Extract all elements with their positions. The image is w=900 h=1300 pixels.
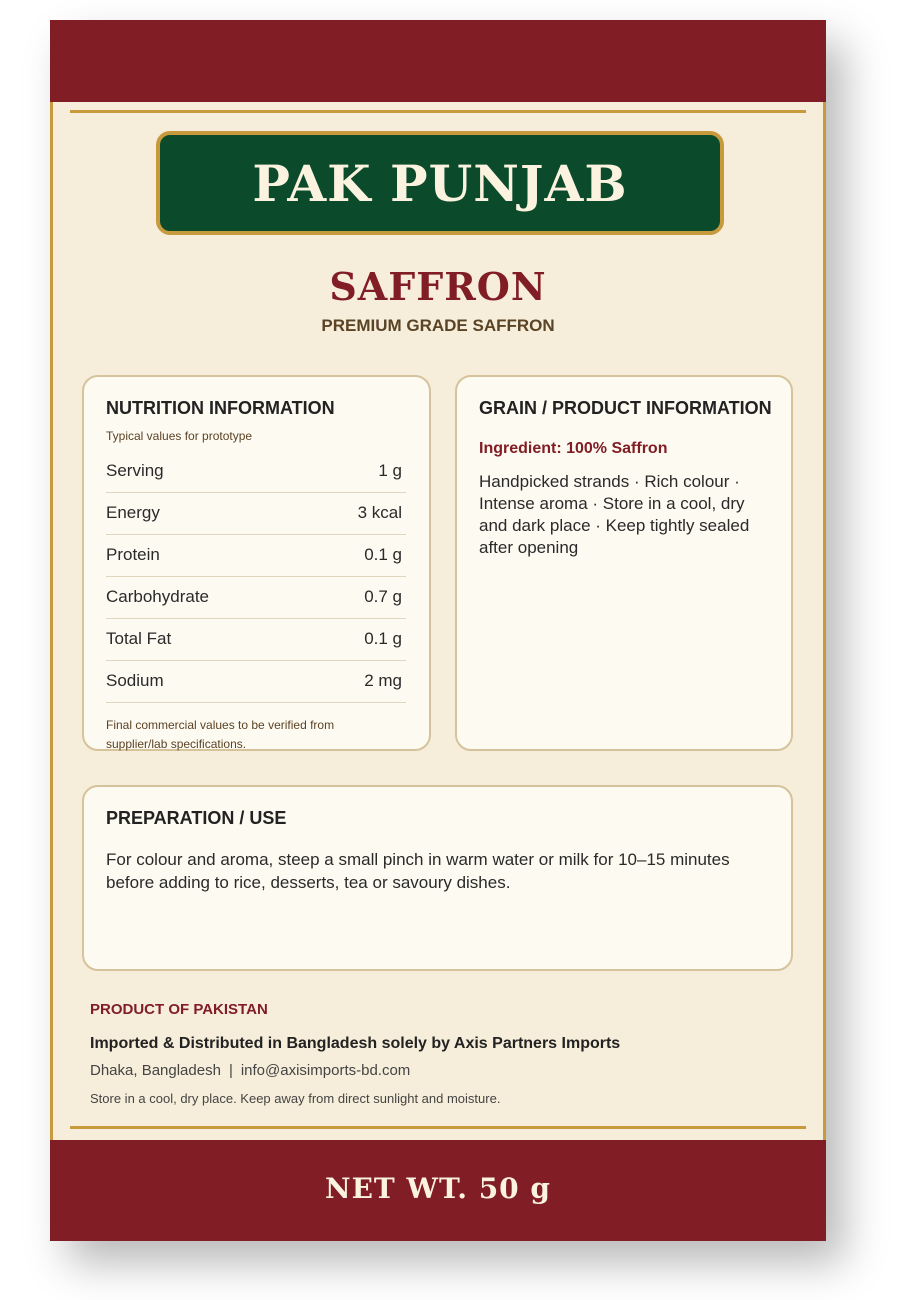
nutrition-card (82, 375, 431, 751)
nutrition-row (106, 535, 406, 577)
nutrition-note: Typical values for prototype (106, 429, 253, 443)
product-subtitle: PREMIUM GRADE SAFFRON (321, 316, 555, 335)
contact-separator: | (228, 1062, 233, 1079)
nutrition-footnote: Final commercial values to be verified from supplier/lab specifications. (106, 718, 335, 751)
nutrition-row-value: 3 kcal (357, 503, 402, 522)
grain-info-card (455, 375, 793, 751)
nutrition-row-value: 0.7 g (364, 587, 402, 606)
nutrition-row-label: Carbohydrate (106, 587, 210, 606)
location-text: Dhaka, Bangladesh (90, 1062, 221, 1079)
product-label (50, 20, 826, 1241)
preparation-card (82, 785, 793, 971)
net-weight: NET WT. 50 g (325, 1172, 551, 1205)
nutrition-title: NUTRITION INFORMATION (106, 398, 335, 418)
nutrition-row-label: Protein (106, 545, 160, 564)
contact-line (90, 1062, 410, 1079)
brand-name: PAK PUNJAB (156, 131, 724, 235)
nutrition-row-label: Sodium (106, 671, 164, 690)
nutrition-row (106, 493, 406, 535)
email-text: info@axisimports-bd.com (240, 1062, 411, 1079)
top-divider (70, 110, 806, 113)
importer-line: Imported & Distributed in Bangladesh solely by Axis Partners Imports (90, 1035, 621, 1052)
nutrition-row-value: 0.1 g (364, 545, 402, 564)
left-border (50, 102, 53, 1140)
bottom-divider (70, 1126, 806, 1129)
nutrition-row-label: Total Fat (106, 629, 172, 648)
origin-label: PRODUCT OF PAKISTAN (90, 1001, 268, 1018)
nutrition-row (106, 451, 406, 493)
nutrition-row-label: Serving (106, 461, 164, 480)
storage-note: Store in a cool, dry place. Keep away from direct sunlight and moisture. (90, 1091, 501, 1106)
nutrition-row (106, 577, 406, 619)
top-band (50, 20, 826, 102)
right-border (823, 102, 826, 1140)
nutrition-row (106, 619, 406, 661)
nutrition-row (106, 661, 406, 703)
product-name: SAFFRON (329, 264, 547, 309)
preparation-text: For colour and aroma, steep a small pinch in warm water or milk for 10–15 minutes before adding to rice, desserts, tea or savoury dishes. (106, 850, 730, 892)
grain-info-title: GRAIN / PRODUCT INFORMATION (479, 398, 772, 418)
ingredient-line: Ingredient: 100% Saffron (479, 440, 668, 457)
nutrition-row-value: 0.1 g (364, 629, 402, 648)
nutrition-row-label: Energy (106, 503, 160, 522)
grain-description: Handpicked strands · Rich colour · Intense aroma · Store in a cool, dry and dark place · Keep tightly sealed after opening (479, 472, 750, 557)
nutrition-row-value: 1 g (378, 461, 402, 480)
nutrition-row-value: 2 mg (364, 671, 402, 690)
preparation-title: PREPARATION / USE (106, 808, 287, 828)
